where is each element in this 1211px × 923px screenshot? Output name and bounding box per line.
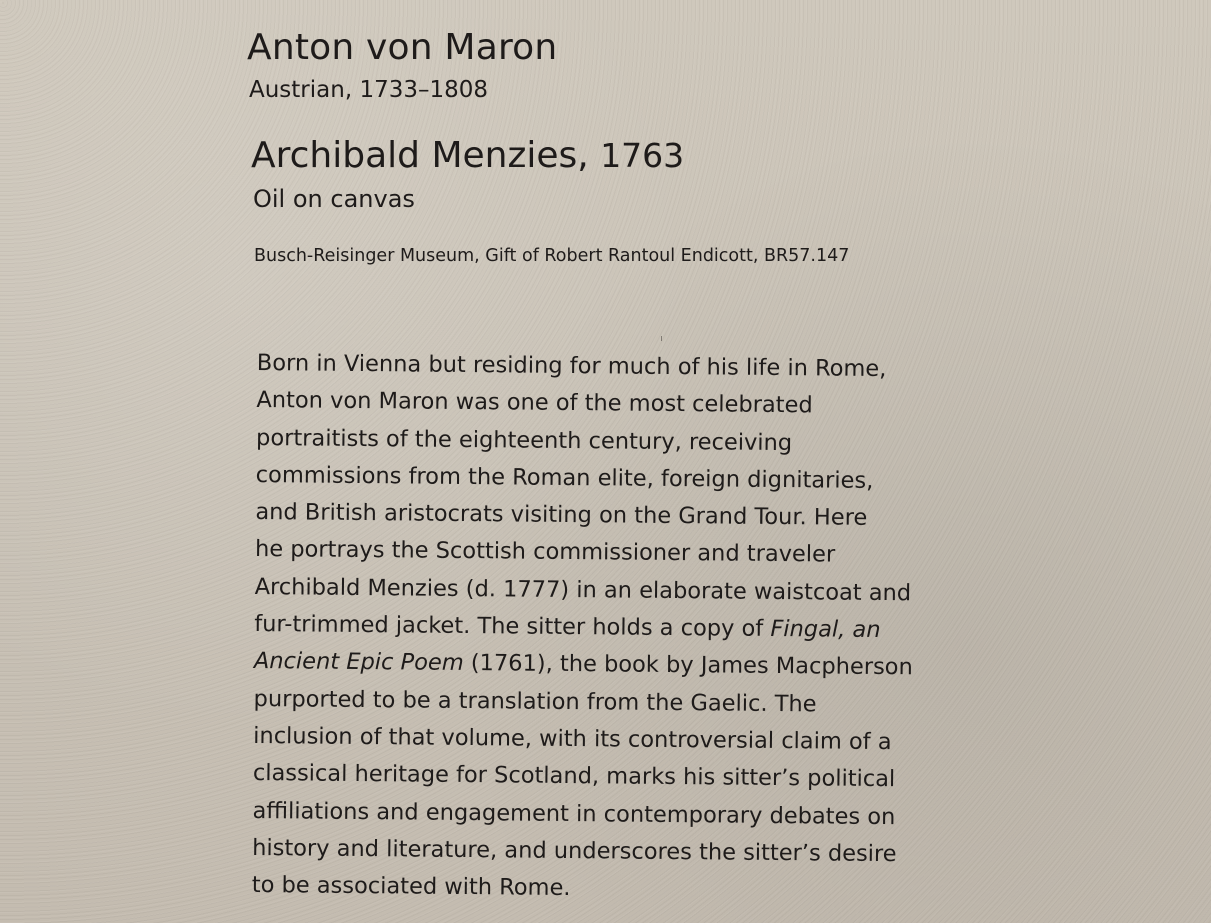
description-line: Anton von Maron was one of the most celebrated: [256, 387, 813, 419]
description-line: and British aristocrats visiting on the Grand Tour. Here: [255, 499, 868, 532]
description-text-segment: fur-trimmed jacket. The sitter holds a copy of: [254, 611, 771, 643]
description-line: Born in Vienna but residing for much of his life in Rome,: [256, 349, 887, 383]
description-line: inclusion of that volume, with its controversial claim of a: [253, 722, 892, 756]
artwork-title: Archibald Menzies,: [251, 135, 589, 176]
description-line: purported to be a translation from the Gaelic. The: [253, 685, 817, 718]
description-line: commissions from the Roman elite, foreign dignitaries,: [255, 461, 874, 494]
description-line: Archibald Menzies (d. 1777) in an elaborate waistcoat and: [254, 573, 912, 607]
description-line: [254, 643, 984, 687]
description-line: history and literature, and underscores the sitter’s desire: [252, 834, 897, 868]
description-line: to be associated with Rome.: [251, 872, 571, 902]
description-text: [252, 345, 987, 911]
wall-mark: [661, 336, 662, 341]
description-text-segment: (1761), the book by James Macpherson: [463, 650, 913, 681]
description-line: he portrays the Scottish commissioner and traveler: [254, 536, 836, 569]
description-line: portraitists of the eighteenth century, receiving: [255, 424, 793, 456]
credit-line: Busch-Reisinger Museum, Gift of Robert Rantoul Endicott, BR57.147: [254, 246, 850, 266]
artwork-title-line: [251, 134, 684, 178]
artwork-date: 1763: [600, 136, 685, 175]
description-line: classical heritage for Scotland, marks his sitter’s political: [252, 760, 896, 793]
artist-name: Anton von Maron: [247, 27, 558, 68]
book-title-italic: Fingal, an: [770, 616, 881, 644]
description-line: affiliations and engagement in contemporary debates on: [252, 797, 896, 830]
artwork-medium: Oil on canvas: [253, 185, 415, 213]
artist-nationality-dates: Austrian, 1733–1808: [249, 77, 489, 103]
book-title-italic: Ancient Epic Poem: [253, 648, 464, 677]
